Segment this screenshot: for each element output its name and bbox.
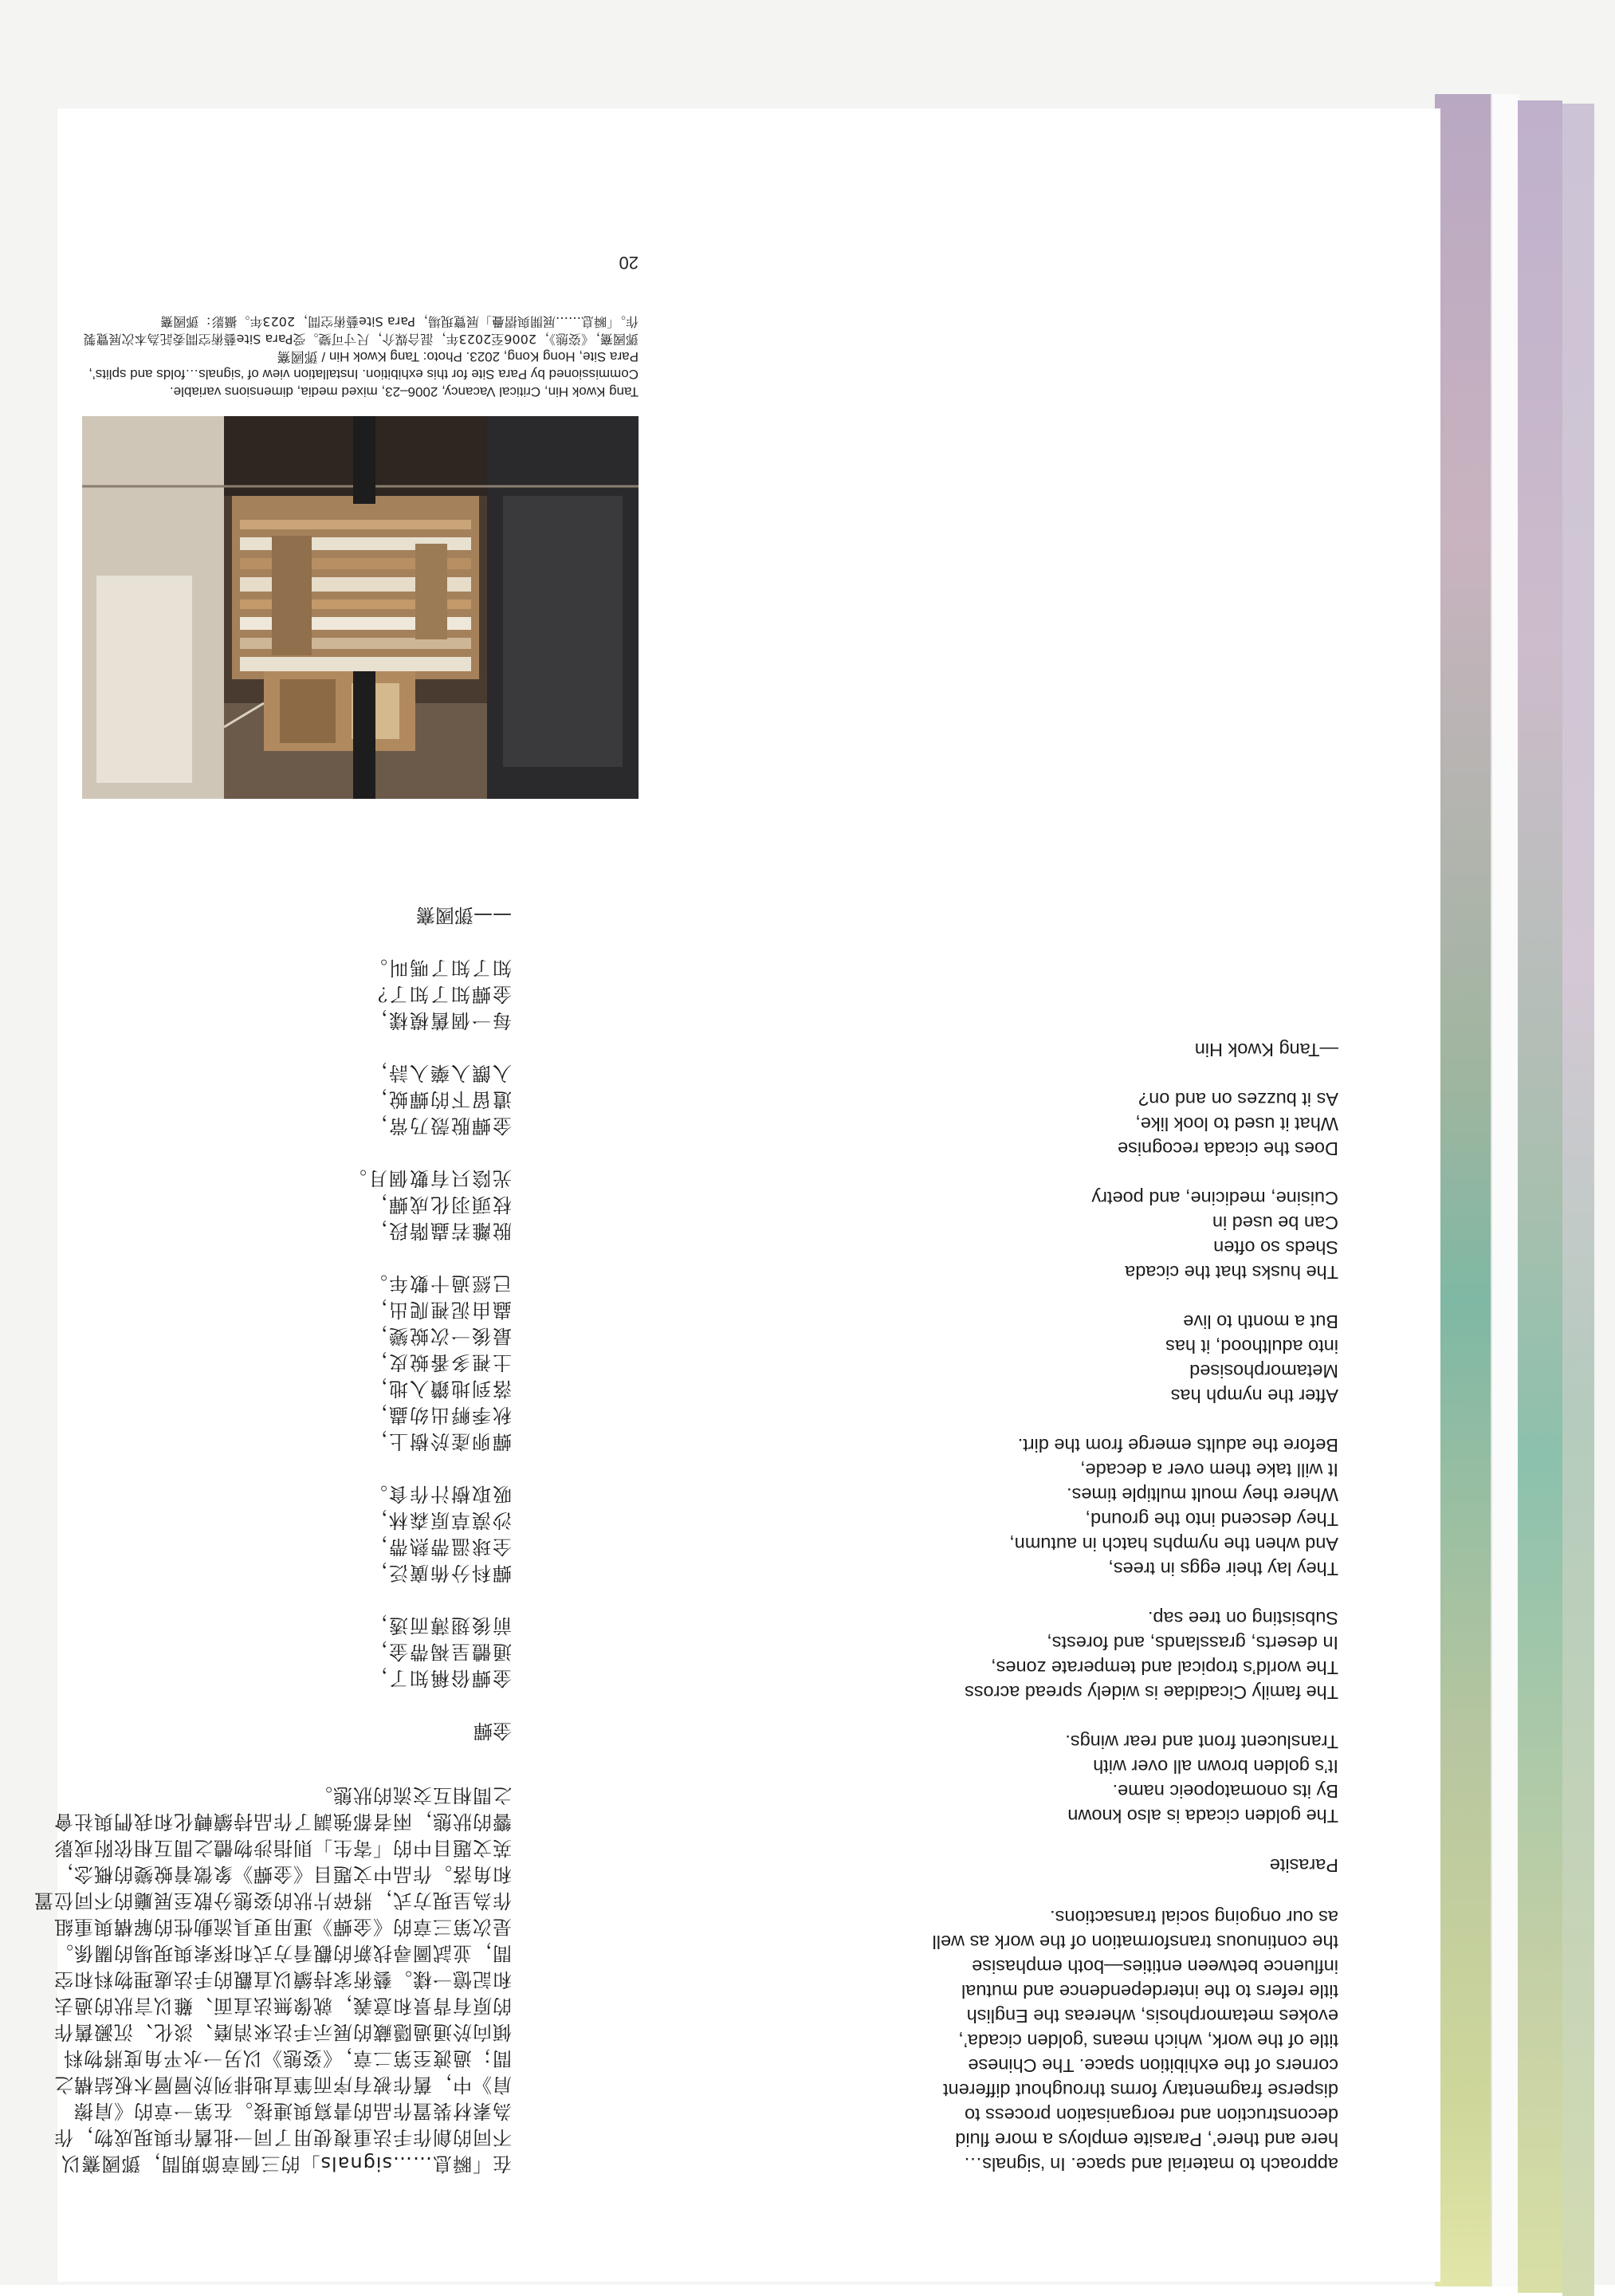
chinese-poem-title: 金蟬 <box>473 1720 512 1742</box>
installation-photo <box>82 416 639 799</box>
page-edge-colored-3 <box>1562 104 1594 2296</box>
page-edge-colored <box>1435 94 1491 2286</box>
english-intro <box>709 1905 1338 2176</box>
chinese-stanza: 蟬科分佈廣泛， 全球溫帶熱帶， 沙漠草原森林， 吸取樹汁作食。 <box>367 1483 512 1584</box>
chinese-stanza: 蟬卵產於樹上， 秋季孵出幼蟲， 落到地鑽入地， 土裡多番蛻皮， 最後一次蛻變， 蟲由泥裡爬出， 已經過十數年。 <box>367 1272 512 1453</box>
english-intro-paragraph: approach to material and space. In ‘signals… here and there’, Parasite employs a more fluid deconstruction and reorganisation process to disperse fragmentary forms throughout different corners of the exhibition space. The Chinese title of the work, which means ‘golden cicada’, evokes metamorphosis, whereas the English title refers to the interdependence and mutual influence between entities—both emphasise the continuous transformation of the work as well as our ongoing social transactions. <box>932 1907 1338 2175</box>
chinese-stanza: 每一個舊模樣， 金蟬知了知了？ 知了知了嗎叫。 <box>367 957 512 1032</box>
page-edge-colored-2 <box>1518 100 1562 2293</box>
chinese-stanza: 脫離若蟲階段， 枝頭羽化成蟬， 光陰只有數個月。 <box>346 1167 512 1242</box>
english-stanza: The family Cicadidae is widely spread across The world’s tropical and temperate zones, In deserts, grasslands, and forests, Subsisting on tree sap. <box>965 1608 1338 1703</box>
english-stanza: The husks that the cicada Sheds so often Can be used in Cuisine, medicine, and poetry <box>1091 1188 1338 1283</box>
english-stanza: The golden cicada is also known By its onomatopoeic name. It’s golden brown all over with Translucent front and rear wings. <box>1065 1732 1338 1826</box>
chinese-column <box>0 902 512 2176</box>
photo-caption-chinese: 鄧國騫，《姿態》，2006至2023年，混合媒介，尺寸可變。受Para Site藝術空間委託為本次展覽製作。「瞬息……展開與摺疊」展覽現場，Para Site藝術空間，2023年。攝影：鄧國騫 <box>83 314 639 347</box>
chinese-signature: ——鄧國騫 <box>416 904 512 926</box>
english-stanza: They lay their eggs in trees, And when the nymphs hatch in autumn, They descend into the ground, Where they moult multiple times. It will take them over a decade, Before the adults emerge from the dirt. <box>1009 1435 1338 1579</box>
chinese-stanza: 金蟬脫殼乃常， 遺留下的蟬蛻， 入饌入藥入詩， <box>367 1062 512 1137</box>
chinese-intro-paragraph: 在「瞬息……signals」的三個章節期間，鄧國騫以 不同的創作手法重複使用了同一批舊作與現成物，作 為素材裝置作品的書寫與連接。在第一章的《肩擦 肩》中，舊作被有序而筆直地排列於層層木板結構之 間；過渡至第二章，《姿態》以另一水平角度將物料 傾向於通過隱藏的展示手法來消磨、淡化、沉澱舊作 的原有背景和意義，就像無法直面、難以言狀的過去 和記憶一樣。藝術家持續以直觀的手法處理物料和空 間，並試圖尋找新的觀看方式和探索與現場的關係。 是次第三章的《金蟬》運用更具流動性的解構與重組 作為呈現方式，將碎片狀的姿態分散至展廳的不同位置 和角落。作品中文題目《金蟬》象徵着蛻變的概念， 英文題目中的「寄生」則指涉物體之間互相依附或影 響的狀態，兩者都強調了作品持續轉化和我們與社會 之間相互交流的狀態。 <box>33 1784 512 2175</box>
magazine-page <box>33 108 1440 2282</box>
english-stanza: After the nymph has Metamorphosised into adulthood, it has But a month to live <box>1165 1311 1338 1406</box>
english-column <box>709 1037 1338 2176</box>
photo-caption <box>82 313 639 400</box>
english-poem-title: Parasite <box>1269 1855 1338 1876</box>
english-signature: —Tang Kwok Hin <box>1194 1040 1338 1060</box>
page-edge-white <box>1491 94 1519 2286</box>
photo-caption-english: Tang Kwok Hin, Critical Vacancy, 2006–23, mixed media, dimensions variable. Commissioned by Para Site for this exhibition. Installation view of ‘signals…folds and splits’, Para Site, Hong Kong, 2023. Photo: Tang Kwok Hin / 鄧國騫 <box>88 349 639 399</box>
page-number: 20 <box>619 253 639 273</box>
chinese-stanza: 金蟬俗稱知了， 通體呈褐帶金， 前後翅薄而透， <box>367 1614 512 1689</box>
english-stanza: Does the cicada recognise What it used to look like, As it buzzes on and on? <box>1118 1089 1338 1159</box>
installation-photo-image <box>82 416 639 799</box>
chinese-intro <box>0 1782 512 2176</box>
